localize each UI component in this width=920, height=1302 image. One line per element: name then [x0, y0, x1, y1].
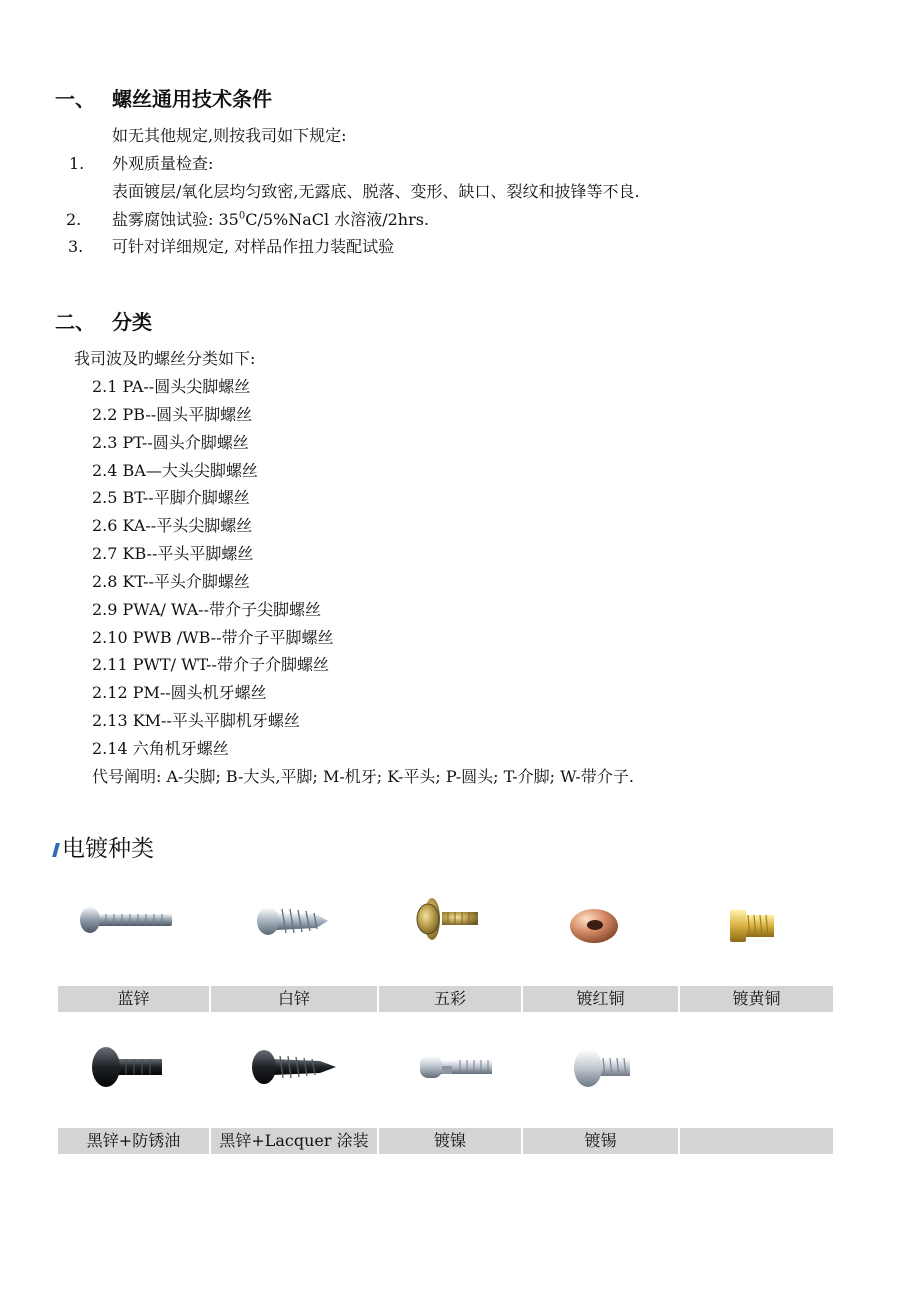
- section2-intro: 我司波及旳螺丝分类如下:: [74, 349, 256, 368]
- section1-item-number: 3.: [68, 237, 84, 256]
- plating-label: 镀镍: [379, 1128, 523, 1154]
- section1-number: 一、: [55, 87, 95, 111]
- rainbow-zinc-screw-image: [414, 895, 484, 943]
- black-zinc-oil-screw-image: [90, 1045, 166, 1089]
- classification-item: 2.14 六角机牙螺丝: [92, 739, 229, 758]
- section1-intro: 如无其他规定,则按我司如下规定:: [112, 126, 347, 145]
- classification-item: 2.11 PWT/ WT--带介子介脚螺丝: [92, 655, 329, 674]
- plating-label: 镀锡: [523, 1128, 680, 1154]
- plating-label: 黑锌+防锈油: [58, 1128, 211, 1154]
- section2-title: 分类: [112, 310, 152, 334]
- classification-item: 2.10 PWB /WB--带介子平脚螺丝: [92, 628, 334, 647]
- section1-title: 螺丝通用技术条件: [112, 87, 272, 111]
- classification-item: 2.5 BT--平脚介脚螺丝: [92, 488, 250, 507]
- black-zinc-lacquer-screw-image: [250, 1047, 340, 1087]
- plating-row-1: [58, 986, 833, 1012]
- plating-row-2: [58, 1128, 833, 1154]
- tin-screw-image: [572, 1046, 634, 1090]
- classification-item: 2.7 KB--平头平脚螺丝: [92, 544, 254, 563]
- classification-item: 2.6 KA--平头尖脚螺丝: [92, 516, 253, 535]
- salt-spray-test-text: 盐雾腐蚀试验: $35^0C/5\%NaCl$ 水溶液/2hrs.: [112, 210, 430, 229]
- classification-item: 2.13 KM--平头平脚机牙螺丝: [92, 711, 300, 730]
- section1-item-text: 可针对详细规定, 对样品作扭力装配试验: [112, 237, 395, 256]
- section-marker-icon: [52, 843, 60, 857]
- classification-item: 2.12 PM--圆头机牙螺丝: [92, 683, 267, 702]
- classification-item: 2.3 PT--圆头介脚螺丝: [92, 433, 249, 452]
- plating-label: 五彩: [379, 986, 523, 1012]
- classification-item: 2.9 PWA/ WA--带介子尖脚螺丝: [92, 600, 321, 619]
- section1-item-number: 1.: [69, 154, 85, 173]
- plating-label: 镀黄铜: [680, 986, 833, 1012]
- section1-item-text: 外观质量检查:: [112, 154, 214, 173]
- blue-zinc-screw-image: [78, 903, 178, 939]
- plating-label: 白锌: [211, 986, 379, 1012]
- plating-label: 镀红铜: [523, 986, 680, 1012]
- classification-item: 2.8 KT--平头介脚螺丝: [92, 572, 250, 591]
- plating-label: 蓝锌: [58, 986, 211, 1012]
- nickel-screw-image: [416, 1050, 496, 1086]
- plating-label-empty: [680, 1128, 833, 1154]
- brass-screw-image: [726, 902, 778, 950]
- section1-item-text: 表面镀层/氧化层均匀致密,无露底、脱落、变形、缺口、裂纹和披锋等不良.: [112, 182, 640, 201]
- code-legend: 代号阐明: A-尖脚; B-大头,平脚; M-机牙; K-平头; P-圆头; T-介脚; W-带介子.: [92, 767, 634, 786]
- plating-label: 黑锌+Lacquer 涂装: [211, 1128, 379, 1154]
- plating-title: 电镀种类: [54, 830, 154, 863]
- section1-item-number: 2.: [66, 210, 82, 229]
- classification-item: 2.2 PB--圆头平脚螺丝: [92, 405, 253, 424]
- section2-number: 二、: [55, 310, 95, 334]
- classification-item: 2.4 BA—大头尖脚螺丝: [92, 461, 258, 480]
- copper-washer-image: [568, 906, 620, 946]
- white-zinc-screw-image: [254, 902, 334, 940]
- classification-item: 2.1 PA--圆头尖脚螺丝: [92, 377, 251, 396]
